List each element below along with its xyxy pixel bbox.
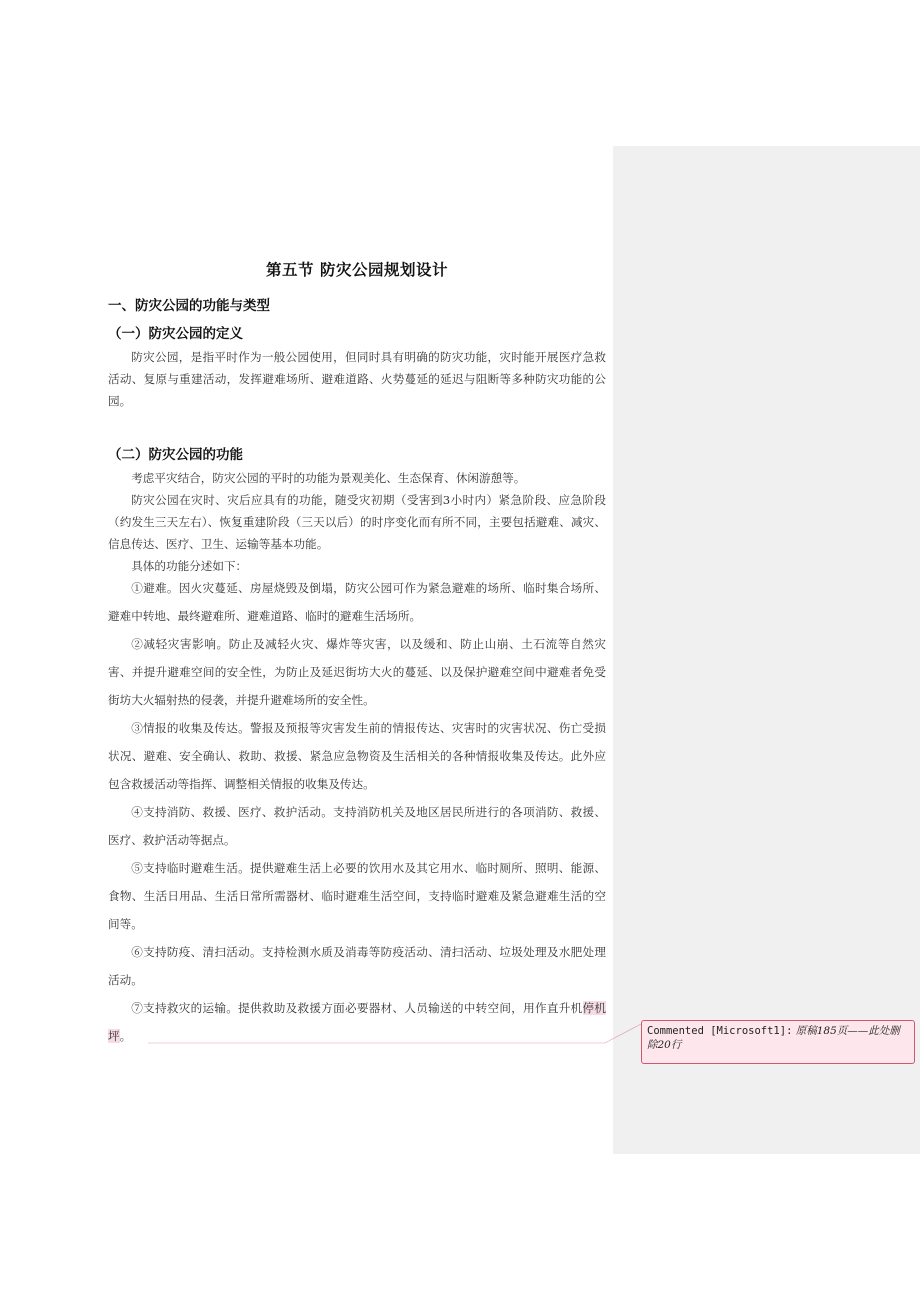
function-item-shelter-life: ⑤支持临时避难生活。提供避难生活上必要的饮用水及其它用水、临时厕所、照明、能源、食物、生活日用品、生活日常所需器材、临时避难生活空间，支持临时避难及紧急避难生活的空间等。 (108, 861, 606, 931)
comment-text: 原稿185页——此处删除20行 (647, 1025, 900, 1051)
definition-paragraph: 防灾公园，是指平时作为一般公园使用，但同时具有明确的防灾功能，灾时能开展医疗急救活动、复原与重建活动，发挥避难场所、避难道路、火势蔓延的延迟与阻断等多种防灾功能的公园。 (108, 350, 606, 408)
function-item-mitigation: ②减轻灾害影响。防止及减轻火灾、爆炸等灾害，以及缓和、防止山崩、土石流等自然灾害、并提升避难空间的安全性，为防止及延迟街坊大火的蔓延、以及保护避难空间中避难者免受街坊大火辐射热的侵袭，并提升避难场所的安全性。 (108, 637, 606, 707)
function-item-rescue: ④支持消防、救援、医疗、救护活动。支持消防机关及地区居民所进行的各项消防、救援、医疗、救护活动等据点。 (108, 805, 606, 847)
function-item-epidemic: ⑥支持防疫、清扫活动。支持检测水质及消毒等防疫活动、清扫活动、垃圾处理及水肥处理活动。 (108, 945, 606, 987)
page-title: 第五节 防灾公园规划设计 (266, 261, 448, 279)
peacetime-paragraph: 考虑平灾结合，防灾公园的平时的功能为景观美化、生态保育、休闲游憩等。 (131, 471, 526, 485)
function-item-evacuation: ①避难。因火灾蔓延、房屋烧毁及倒塌，防灾公园可作为紧急避难的场所、临时集合场所、避难中转地、最终避难所、避难道路、临时的避难生活场所。 (108, 581, 606, 623)
function-item-transport (108, 994, 606, 1050)
comment-author: Commented [Microsoft1]: (647, 1025, 793, 1037)
disaster-paragraph: 防灾公园在灾时、灾后应具有的功能，随受灾初期（受害到3小时内）紧急阶段、应急阶段（约发生三天左右）、恢复重建阶段（三天以后）的时序变化而有所不同，主要包括避难、减灾、信息传达、医疗、卫生、运输等基本功能。 (108, 493, 606, 551)
section-heading-functions-types: 一、防灾公园的功能与类型 (108, 298, 270, 314)
comment-balloon[interactable] (641, 1020, 915, 1064)
function-item-information: ③情报的收集及传达。警报及预报等灾害发生前的情报传达、灾害时的灾害状况、伤亡受损状况、避难、安全确认、救助、救援、紧急应急物资及生活相关的各种情报收集及传达。此外应包含救援活动等指挥、调整相关情报的收集及传达。 (108, 721, 606, 791)
transport-end: 。 (119, 1029, 132, 1043)
transport-text: ⑦支持救灾的运输。提供救助及救援方面必要器材、人员输送的中转空间，用作直升机 (131, 1001, 583, 1015)
subheading-definition: （一）防灾公园的定义 (108, 326, 243, 342)
intro-paragraph: 具体的功能分述如下： (131, 559, 248, 573)
commented-text-highlight[interactable]: 停机坪 (108, 1001, 606, 1043)
comment-pane (613, 146, 920, 1154)
subheading-functions: （二）防灾公园的功能 (108, 447, 243, 463)
